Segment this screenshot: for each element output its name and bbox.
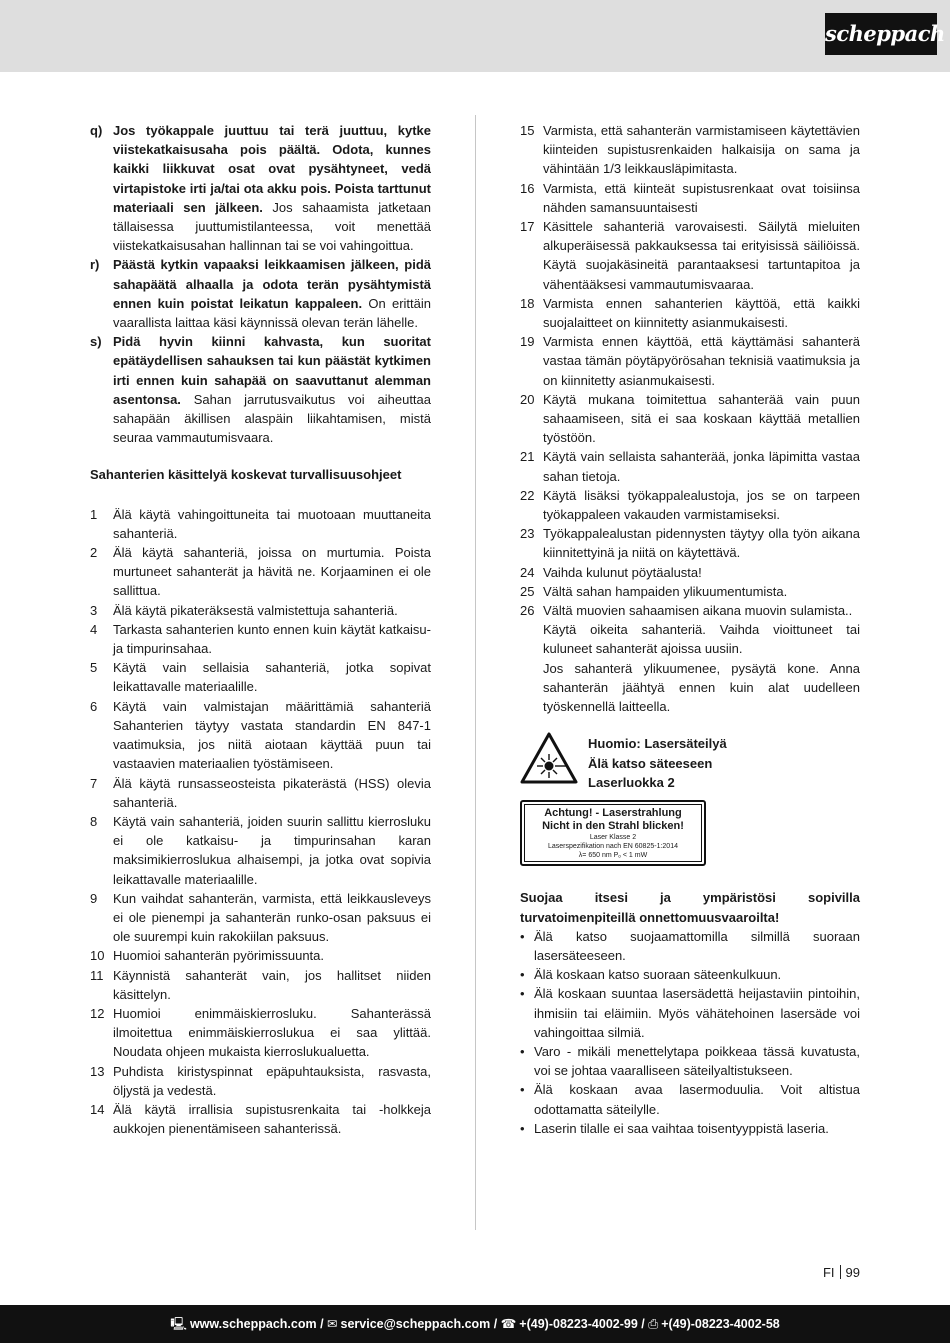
right-column bbox=[520, 121, 860, 1138]
item-text: On erittäin vaarallista laittaa käsi käynnissä olevan terän lähelle. bbox=[113, 295, 432, 331]
item-number: 16 bbox=[520, 180, 535, 196]
item-number: 21 bbox=[520, 449, 535, 465]
phone-icon: ☎ bbox=[500, 1317, 517, 1331]
item-number: 15 bbox=[520, 123, 535, 138]
laser-warning-text bbox=[588, 734, 727, 792]
item-label: s) bbox=[90, 334, 102, 350]
footer-phone: +(49)-08223-4002-99 / bbox=[519, 1317, 645, 1331]
page-header bbox=[0, 0, 950, 72]
list-item bbox=[90, 946, 431, 965]
list-item bbox=[520, 332, 860, 390]
list-item bbox=[90, 1100, 431, 1138]
item-number: 6 bbox=[90, 698, 98, 714]
item-number: 3 bbox=[90, 602, 98, 618]
section-title: Suojaa itsesi ja ympäristösi sopivilla turvatoimenpiteillä onnettomuusvaaroilta! bbox=[520, 890, 860, 925]
item-text: Käytä vain sellaista sahanterää, jonka läpimitta vastaa sahan tietoja. bbox=[543, 449, 860, 484]
item-number: 2 bbox=[90, 545, 98, 561]
item-text-extra: Jos sahanterä ylikuumenee, pysäytä kone. Anna sahanterän jäähtyä ennen kuin alat uudelleen työskennellä laitteella. bbox=[543, 660, 860, 715]
laser-warning-icon bbox=[520, 732, 578, 784]
list-item bbox=[90, 774, 431, 812]
item-number: 23 bbox=[520, 526, 535, 542]
laser-label-line: λ= 650 nm Pₒ < 1 mW bbox=[578, 852, 648, 860]
column-divider bbox=[475, 115, 476, 1230]
list-item: • Varo - mikäli menettelytapa poikkeaa tässä kuvatusta, voi se johtaa vaaralliseen säteilyaltistukseen. bbox=[520, 1042, 860, 1080]
item-text: Käytä vain sahanteriä, joiden suurin sallittu kierrosluku ei ole katkaisu- ja timpurinsahan karan maksimikierroslukua alhaisempi, ja jotka ovat sopivia leikattavalle materiaalille. bbox=[113, 813, 431, 887]
item-text: Älä käytä irrallisia supistusrenkaita tai -holkkeja aukkojen pienentämiseen sahanterissä. bbox=[113, 1101, 431, 1137]
list-item bbox=[90, 543, 431, 601]
list-item: • Älä koskaan katso suoraan säteenkulkuun. bbox=[520, 965, 860, 984]
item-number: 24 bbox=[520, 564, 535, 580]
item-text: Älä käytä runsasseosteista pikaterästä (HSS) olevia sahanteriä. bbox=[113, 775, 431, 810]
item-text: Sahan jarrutusvaikutus voi aiheuttaa sahapään äkillisen alaspäin liikahtamisen, mistä seuraa vammautumisvaara. bbox=[113, 391, 431, 446]
list-item bbox=[90, 1062, 431, 1100]
item-number: 26 bbox=[520, 603, 535, 619]
item-text: Jos sahaamista jatketaan tällaisessa juuttumistilanteessa, voit menettää viistekatkaisusahan hallinnan tai se voi vahingoittua. bbox=[113, 199, 431, 254]
page-footer bbox=[0, 1305, 950, 1343]
item-text: Älä koskaan katso suoraan säteenkulkuun. bbox=[534, 967, 782, 983]
item-text: Varmista ennen käyttöä, että käyttämäsi sahanterä vastaa tämän pöytäpyörösahan teknisiä vaatimuksia ja on kiinnitetty asianmukaisesti. bbox=[543, 334, 860, 388]
list-item bbox=[90, 255, 431, 332]
footer-mail-link[interactable]: service@scheppach.com / bbox=[340, 1317, 498, 1331]
left-column bbox=[90, 121, 431, 1138]
item-text: Käytä vain valmistajan määrittämiä sahanteriä Sahanterien täytyy vastata standardin EN 847-1 vaatimuksia, jos niitä aiotaan käyttää puun tai vastaavien materiaalien työstämiseen. bbox=[113, 698, 431, 772]
item-text: Älä käytä pikateräksestä valmistettuja sahanteriä. bbox=[113, 602, 398, 618]
item-text: Puhdista kiristyspinnat epäpuhtauksista, rasvasta, öljystä ja vedestä. bbox=[113, 1063, 431, 1098]
item-text: Vaihda kulunut pöytäalusta! bbox=[543, 564, 702, 580]
item-number: 17 bbox=[520, 219, 535, 235]
scheppach-logo[interactable]: scheppach bbox=[825, 13, 937, 55]
footer-fax: +(49)-08223-4002-58 bbox=[661, 1317, 780, 1331]
item-number: 25 bbox=[520, 583, 535, 599]
item-number: 10 bbox=[90, 948, 105, 964]
item-text: Älä käytä vahingoittuneita tai muotoaan muuttaneita sahanteriä. bbox=[113, 506, 431, 541]
item-number: 11 bbox=[90, 967, 104, 983]
list-item: • Älä koskaan avaa lasermoduulia. Voit altistua odottamatta säteilylle. bbox=[520, 1080, 860, 1118]
list-item: • Älä koskaan suuntaa lasersädettä heijastaviin pintoihin, ihmisiin tai eläimiin. Myös vähätehoinen lasersäde voi vahingoittaa silmiä. bbox=[520, 984, 860, 1042]
item-text: Älä koskaan suuntaa lasersädettä heijastaviin pintoihin, ihmisiin tai eläimiin. Myös vähätehoinen lasersäde voi vahingoittaa silmiä. bbox=[534, 986, 860, 1040]
item-number: 9 bbox=[90, 890, 98, 906]
list-item bbox=[90, 889, 431, 947]
laser-label-line: Laserspezifikation nach EN 60825-1:2014 bbox=[548, 843, 678, 851]
fax-icon: ⎙ bbox=[648, 1317, 659, 1331]
item-text: Älä käytä sahanteriä, joissa on murtumia. Poista murtuneet sahanterät ja hävitä ne. Korjaaminen ei ole sallittua. bbox=[113, 545, 431, 599]
warning-line: Laserluokka 2 bbox=[588, 774, 675, 790]
list-item bbox=[90, 332, 431, 447]
item-number: 13 bbox=[90, 1063, 105, 1079]
item-text: Käynnistä sahanterät vain, jos hallitset niiden käsittelyn. bbox=[113, 967, 431, 1002]
item-text: Työkappalealustan pidennysten täytyy olla työn aikana kiinnitettyinä ja niitä on käytettävä. bbox=[543, 526, 860, 561]
item-number: 7 bbox=[90, 775, 98, 791]
item-number: 18 bbox=[520, 295, 535, 311]
list-item bbox=[90, 620, 431, 658]
laser-warning bbox=[520, 732, 860, 794]
list-item bbox=[520, 294, 860, 332]
item-text: Tarkasta sahanterien kunto ennen kuin käytät katkaisu- ja timpurinsahaa. bbox=[113, 621, 431, 657]
computer-icon: 🖳 bbox=[170, 1317, 187, 1331]
list-item bbox=[520, 524, 860, 562]
list-item: • Älä katso suojaamattomilla silmillä suoraan lasersäteeseen. bbox=[520, 927, 860, 965]
list-item bbox=[520, 563, 860, 582]
list-item bbox=[90, 505, 431, 543]
item-text: Laserin tilalle ei saa vaihtaa toisentyyppistä laseria. bbox=[534, 1120, 829, 1136]
item-bold-text: Päästä kytkin vapaaksi leikkaamisen jälkeen, pidä sahapäätä alhaalla ja odota terän pysähtymistä ennen kuin poistat leikatun kappaleen. bbox=[113, 257, 431, 311]
laser-class-label bbox=[520, 800, 706, 866]
item-label: r) bbox=[90, 257, 100, 273]
item-number: 8 bbox=[90, 813, 98, 829]
list-item bbox=[520, 390, 860, 448]
item-text: Vältä sahan hampaiden ylikuumentumista. bbox=[543, 583, 788, 599]
list-item bbox=[90, 121, 431, 255]
item-text: Käytä vain sellaisia sahanteriä, jotka sopivat leikattavalle materiaalille. bbox=[113, 660, 431, 695]
warning-line: Älä katso säteeseen bbox=[588, 755, 713, 771]
list-item bbox=[90, 1004, 431, 1062]
list-item bbox=[90, 812, 431, 889]
item-text: Varmista, että sahanterän varmistamiseen käytettävien kiinteiden supistusrenkaiden halkaisija on sama ja vähintään 1/3 leikkausläpimitasta. bbox=[543, 123, 860, 177]
item-text: Varmista, että kiinteät supistusrenkaat ovat toisiinsa nähden samansuuntaisesti bbox=[543, 180, 860, 215]
list-item bbox=[520, 601, 860, 716]
item-bold-text: Pidä hyvin kiinni kahvasta, kun suoritat epätäydellisen sahauksen tai kun päästät kytkimen irti ennen kuin sahapää on saavuttanut alemman asentonsa. bbox=[113, 334, 431, 407]
list-item bbox=[520, 217, 860, 294]
item-bold-text: Jos työkappale juuttuu tai terä juuttuu, kytke viistekatkaisusaha pois päältä. Odota, kunnes kaikki liikkuvat osat ovat pysähtyneet, vedä virtapistoke irti ja/tai ota akku pois. Poista tarttunut materiaali sen jälkeen. bbox=[113, 123, 431, 215]
laser-label-line: Achtung! - Laserstrahlung bbox=[544, 807, 682, 820]
item-text: Käytä mukana toimitettua sahanterää vain puun sahaamiseen, sitä ei saa koskaan käyttää metallien työstöön. bbox=[543, 391, 860, 446]
item-text: Vältä muovien sahaamisen aikana muovin sulamista.. bbox=[543, 603, 853, 619]
list-item bbox=[90, 697, 431, 774]
page-number-value: 99 bbox=[845, 1265, 860, 1280]
page-number bbox=[823, 1265, 860, 1280]
item-text: Kun vaihdat sahanterän, varmista, että leikkausleveys ei ole pienempi ja sahanterän runko-osan paksuus ei ole suurempi kuin rakokiilan paksuus. bbox=[113, 890, 431, 945]
list-item bbox=[520, 121, 860, 179]
item-number: 14 bbox=[90, 1101, 105, 1117]
laser-label-line: Nicht in den Strahl blicken! bbox=[542, 820, 684, 833]
list-item: • Laserin tilalle ei saa vaihtaa toisentyyppistä laseria. bbox=[520, 1119, 860, 1138]
list-item bbox=[90, 966, 431, 1004]
item-text: Älä koskaan avaa lasermoduulia. Voit altistua odottamatta säteilylle. bbox=[534, 1082, 860, 1117]
list-item bbox=[90, 601, 431, 620]
item-number: 12 bbox=[90, 1005, 105, 1021]
item-text: Käytä lisäksi työkappalealustoja, jos se on tarpeen työkappaleen vakauden varmistamiseksi. bbox=[543, 487, 860, 523]
list-item bbox=[520, 447, 860, 485]
list-item bbox=[90, 658, 431, 696]
section-title: Sahanterien käsittelyä koskevat turvallisuusohjeet bbox=[90, 467, 402, 483]
item-text: Varo - mikäli menettelytapa poikkeaa tässä kuvatusta, voi se johtaa vaaralliseen säteilyaltistukseen. bbox=[534, 1043, 860, 1079]
footer-web-link[interactable]: www.scheppach.com / bbox=[189, 1317, 324, 1331]
item-label: q) bbox=[90, 123, 103, 138]
item-number: 19 bbox=[520, 334, 535, 350]
list-item bbox=[520, 486, 860, 524]
bullet-list bbox=[520, 927, 860, 1138]
item-text: Älä katso suojaamattomilla silmillä suoraan lasersäteeseen. bbox=[534, 928, 860, 963]
item-number: 22 bbox=[520, 487, 535, 503]
item-number: 4 bbox=[90, 621, 98, 637]
item-text: Huomioi enimmäiskierrosluku. Sahanterässä ilmoitettua enimmäiskierroslukua ei saa ylittää. Noudata ohjeen mukaista kierroslukualuetta. bbox=[113, 1005, 431, 1060]
item-number: 1 bbox=[90, 506, 98, 522]
mail-icon: ✉ bbox=[327, 1317, 338, 1331]
language-code: FI bbox=[822, 1265, 835, 1280]
item-text: Käsittele sahanteriä varovaisesti. Säilytä mieluiten alkuperäisessä pakkauksessa tai erityisissä säiliöissä. Käytä suojakäsineitä parantaaksesi tartuntapitoa ja vähentääksesi vammautumisvaaraa. bbox=[543, 219, 860, 292]
laser-label-line: Laser Klasse 2 bbox=[589, 834, 637, 842]
item-text: Varmista ennen sahanterien käyttöä, että kaikki suojalaitteet on kiinnitetty asianmukaisesti. bbox=[543, 295, 860, 331]
item-text-extra: Käytä oikeita sahanteriä. Vaihda vioittuneet tai kuluneet sahanterät ajoissa uusiin. bbox=[543, 622, 860, 657]
item-text: Huomioi sahanterän pyörimissuunta. bbox=[113, 948, 324, 964]
item-number: 5 bbox=[90, 660, 98, 676]
list-item bbox=[520, 179, 860, 217]
numbered-list bbox=[520, 121, 860, 716]
numbered-list bbox=[90, 505, 431, 1139]
list-item bbox=[520, 582, 860, 601]
item-number: 20 bbox=[520, 391, 535, 407]
warning-line: Huomio: Lasersäteilyä bbox=[588, 736, 727, 752]
